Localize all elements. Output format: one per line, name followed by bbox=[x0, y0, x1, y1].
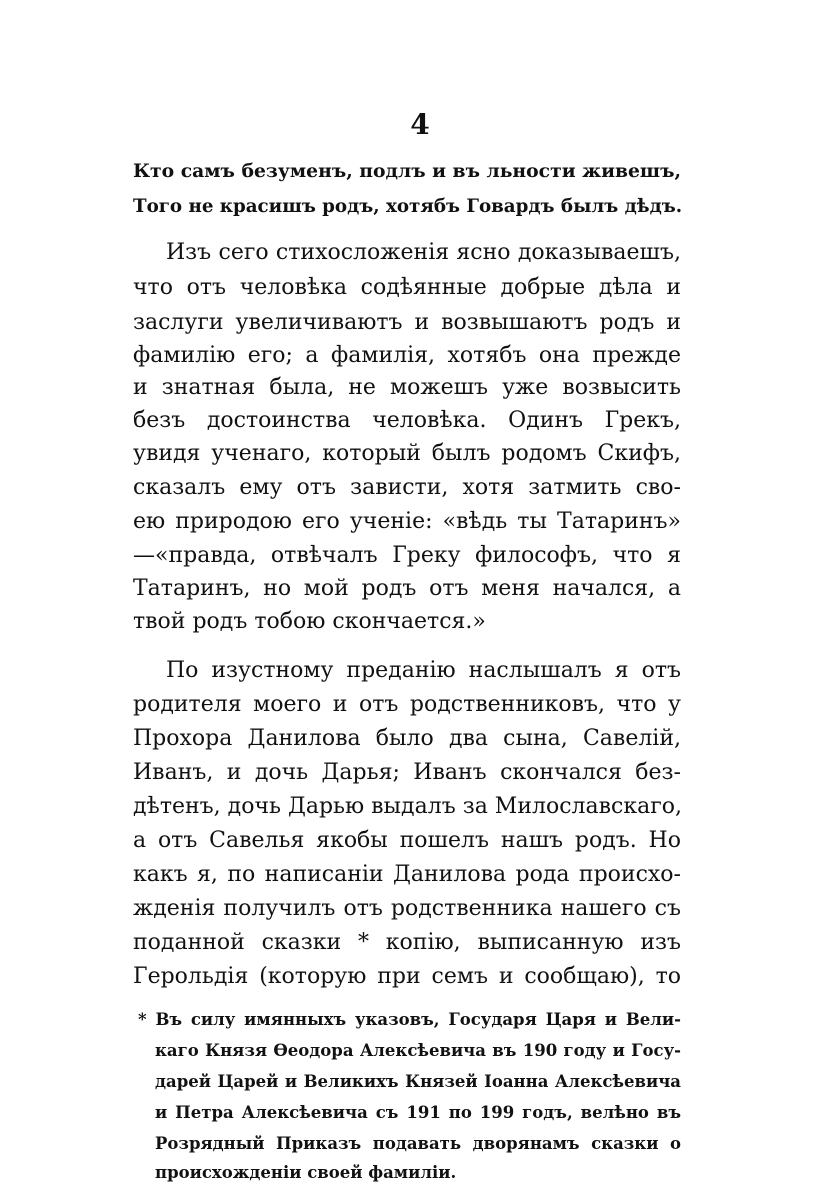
footnote-line: дарей Царей и Великихъ Князей Іоанна Алексѣевича bbox=[155, 1072, 681, 1091]
paragraph-line: поданной сказки * копію, выписанную изъ bbox=[133, 930, 681, 955]
paragraph-line: и знатная была, не можешъ уже возвысить bbox=[133, 375, 681, 400]
paragraph-line: родителя моего и отъ родственниковъ, что у bbox=[133, 692, 681, 717]
paragraph-line: Иванъ, и дочь Дарья; Иванъ скончался без- bbox=[133, 760, 681, 785]
paragraph-line: что отъ человѣка содѣянные добрые дѣла и bbox=[133, 275, 681, 300]
footnote-line: * Въ силу имянныхъ указовъ, Государя Царя и Вели- bbox=[138, 1010, 681, 1029]
paragraph-line: твой родъ тобою скончается.» bbox=[133, 609, 486, 634]
paragraph-line: По изустному преданію наслышалъ я отъ bbox=[166, 658, 681, 683]
paragraph-line: фамилію его; а фамилія, хотябъ она прежде bbox=[133, 343, 681, 368]
paragraph-line: какъ я, по написаніи Данилова рода происхо- bbox=[133, 862, 681, 887]
paragraph-line: жденія получилъ отъ родственника нашего съ bbox=[133, 896, 681, 921]
footnote-line: Розрядный Приказъ подавать дворянамъ сказки о bbox=[155, 1134, 681, 1153]
paragraph-line: безъ достоинства человѣка. Одинъ Грекъ, bbox=[133, 408, 681, 433]
verse-line: Кто самъ безуменъ, подлъ и въ льности живешъ, bbox=[133, 160, 681, 182]
paragraph-line: Изъ сего стихосложенія ясно доказываешъ, bbox=[166, 240, 681, 265]
footnote-line: происхожденіи своей фамиліи. bbox=[155, 1163, 457, 1182]
page-number: 4 bbox=[410, 108, 430, 141]
paragraph-line: Татаринъ, но мой родъ отъ меня начался, а bbox=[133, 576, 681, 601]
paragraph-line: Прохора Данилова было два сына, Савелій, bbox=[133, 726, 681, 751]
paragraph-line: дѣтенъ, дочь Дарью выдалъ за Милославскаго, bbox=[133, 794, 682, 819]
paragraph-line: а отъ Савелья якобы пошелъ нашъ родъ. Но bbox=[133, 828, 681, 853]
paragraph-line: ею природою его ученіе: «вѣдь ты Татаринъ» bbox=[133, 509, 681, 534]
paragraph-line: сказалъ ему отъ зависти, хотя затмить сво- bbox=[133, 475, 681, 500]
footnote-line: и Петра Алексѣевича съ 191 по 199 годъ, велѣно въ bbox=[155, 1103, 681, 1122]
verse-line: Того не красишъ родъ, хотябъ Говардъ былъ дѣдъ. bbox=[133, 196, 683, 217]
paragraph-line: заслуги увеличиваютъ и возвышаютъ родъ и bbox=[133, 310, 681, 335]
paragraph-line: —«правда, отвѣчалъ Греку философъ, что я bbox=[133, 543, 681, 568]
paragraph-line: Герольдія (которую при семъ и сообщаю), то bbox=[133, 964, 681, 989]
footnote-line: каго Князя Ѳеодора Алексѣевича въ 190 году и Госу- bbox=[155, 1041, 681, 1060]
paragraph-line: увидя ученаго, который былъ родомъ Скифъ, bbox=[133, 441, 681, 466]
